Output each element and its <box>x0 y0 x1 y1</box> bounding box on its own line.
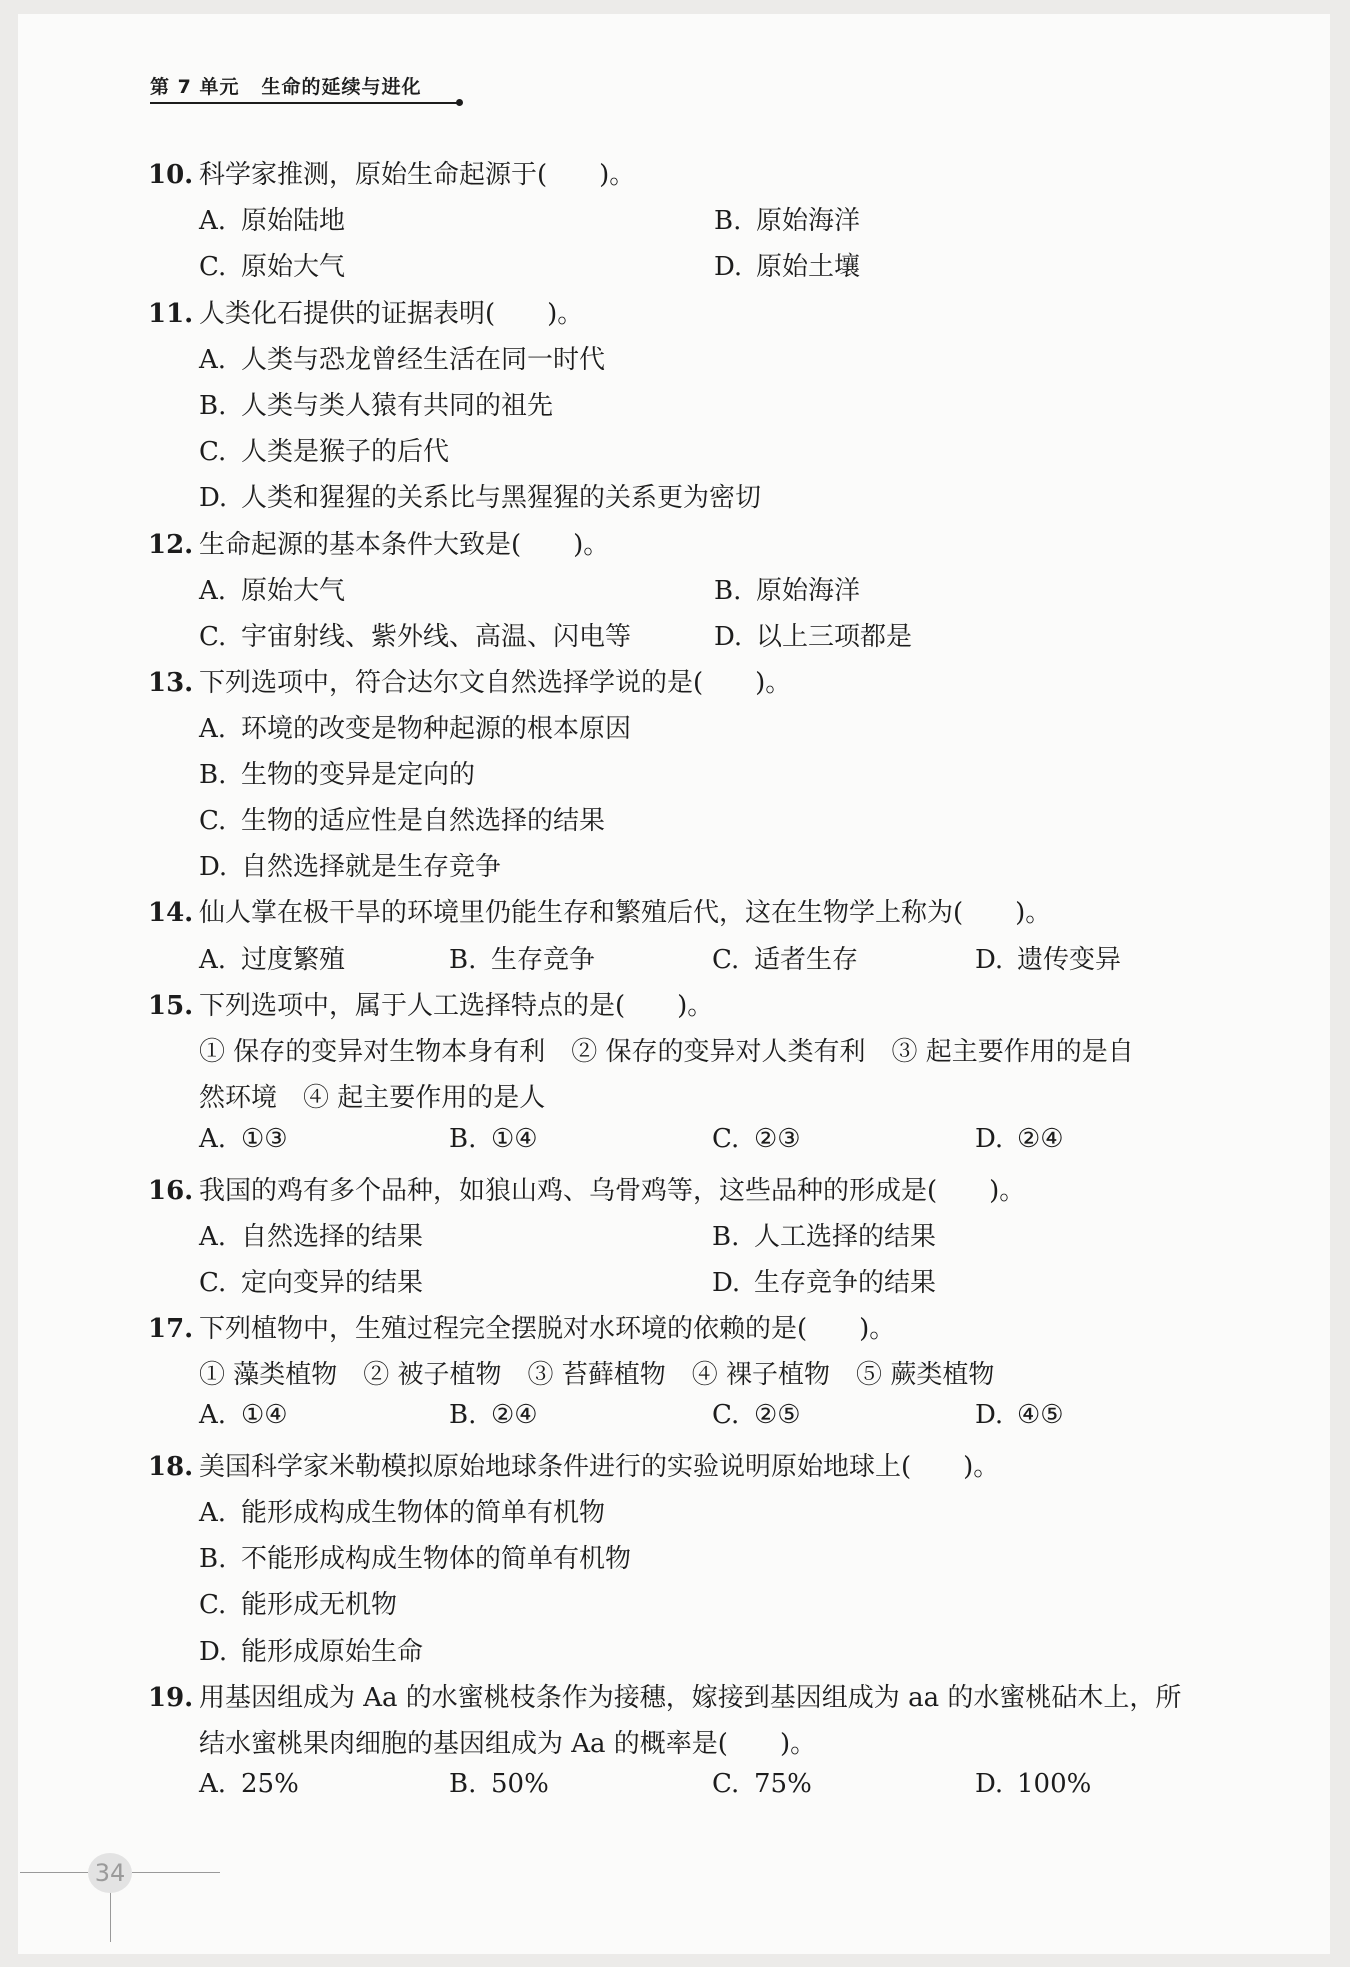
option-d: D. 100% <box>975 1769 1092 1799</box>
option-b: B. 不能形成构成生物体的简单有机物 <box>199 1544 632 1574</box>
option-d: D. 人类和猩猩的关系比与黑猩猩的关系更为密切 <box>199 483 762 513</box>
option-d: D. 以上三项都是 <box>714 622 913 652</box>
question-stem: 美国科学家米勒模拟原始地球条件进行的实验说明原始地球上( )。 <box>199 1452 1000 1482</box>
option-a: A. 能形成构成生物体的简单有机物 <box>199 1498 606 1528</box>
question-16: 16. 我国的鸡有多个品种，如狼山鸡、乌骨鸡等，这些品种的形成是( )。 <box>148 1176 1026 1206</box>
option-b: B. 50% <box>449 1769 549 1799</box>
option-b: B. ②④ <box>449 1400 538 1430</box>
question-18: 18. 美国科学家米勒模拟原始地球条件进行的实验说明原始地球上( )。 <box>148 1452 1000 1482</box>
option-c: C. ②⑤ <box>712 1400 801 1430</box>
page-number: 34 <box>88 1853 132 1893</box>
option-c: C. 生物的适应性是自然选择的结果 <box>199 806 606 836</box>
option-a: A. 25% <box>199 1769 299 1799</box>
question-14: 14. 仙人掌在极干旱的环境里仍能生存和繁殖后代，这在生物学上称为( )。 <box>148 898 1052 928</box>
question-stem: 下列选项中，属于人工选择特点的是( )。 <box>199 991 714 1021</box>
statement-line: 结水蜜桃果肉细胞的基因组成为 Aa 的概率是( )。 <box>199 1729 817 1759</box>
header-rule <box>150 102 458 104</box>
question-stem: 下列选项中，符合达尔文自然选择学说的是( )。 <box>199 668 792 698</box>
question-19: 19. 用基因组成为 Aa 的水蜜桃枝条作为接穗，嫁接到基因组成为 aa 的水蜜桃砧木上，所 <box>148 1683 1182 1713</box>
option-c: C. ②③ <box>712 1124 801 1154</box>
header-dot <box>456 99 463 106</box>
unit-label: 第 7 单元 <box>150 76 240 98</box>
option-a: A. ①③ <box>199 1124 288 1154</box>
option-c: C. 能形成无机物 <box>199 1590 398 1620</box>
footer-rule-left <box>20 1872 88 1873</box>
option-d: D. 遗传变异 <box>975 945 1122 975</box>
option-a: A. 人类与恐龙曾经生活在同一时代 <box>199 345 606 375</box>
option-d: D. 能形成原始生命 <box>199 1637 424 1667</box>
question-stem: 我国的鸡有多个品种，如狼山鸡、乌骨鸡等，这些品种的形成是( )。 <box>199 1176 1026 1206</box>
question-11: 11. 人类化石提供的证据表明( )。 <box>148 299 584 329</box>
option-a: A. 原始大气 <box>199 576 346 606</box>
question-stem: 人类化石提供的证据表明( )。 <box>199 299 584 329</box>
option-b: B. 人类与类人猿有共同的祖先 <box>199 391 554 421</box>
option-c: C. 人类是猴子的后代 <box>199 437 450 467</box>
footer-rule-right <box>132 1872 220 1873</box>
statement-line: ① 保存的变异对生物本身有利 ② 保存的变异对人类有利 ③ 起主要作用的是自 <box>199 1037 1134 1067</box>
option-c: C. 原始大气 <box>199 252 346 282</box>
statement-line: 然环境 ④ 起主要作用的是人 <box>199 1083 546 1113</box>
question-17: 17. 下列植物中，生殖过程完全摆脱对水环境的依赖的是( )。 <box>148 1314 896 1344</box>
unit-title: 生命的延续与进化 <box>261 76 422 98</box>
option-c: C. 75% <box>712 1769 812 1799</box>
option-b: B. 原始海洋 <box>714 576 861 606</box>
option-a: A. 原始陆地 <box>199 206 346 236</box>
question-stem: 下列植物中，生殖过程完全摆脱对水环境的依赖的是( )。 <box>199 1314 896 1344</box>
option-b: B. 原始海洋 <box>714 206 861 236</box>
option-c: C. 宇宙射线、紫外线、高温、闪电等 <box>199 622 632 652</box>
page-header <box>150 72 421 99</box>
option-d: D. ②④ <box>975 1124 1064 1154</box>
option-a: A. 过度繁殖 <box>199 945 346 975</box>
statement-line: ① 藻类植物 ② 被子植物 ③ 苔藓植物 ④ 裸子植物 ⑤ 蕨类植物 <box>199 1360 995 1390</box>
option-a: A. 环境的改变是物种起源的根本原因 <box>199 714 632 744</box>
option-b: B. 人工选择的结果 <box>712 1222 937 1252</box>
option-c: C. 定向变异的结果 <box>199 1268 424 1298</box>
option-d: D. 自然选择就是生存竞争 <box>199 852 502 882</box>
question-stem: 仙人掌在极干旱的环境里仍能生存和繁殖后代，这在生物学上称为( )。 <box>199 898 1052 928</box>
question-stem: 用基因组成为 Aa 的水蜜桃枝条作为接穗，嫁接到基因组成为 aa 的水蜜桃砧木上，所 <box>199 1683 1182 1713</box>
option-d: D. 原始土壤 <box>714 252 861 282</box>
option-a: A. ①④ <box>199 1400 288 1430</box>
option-b: B. ①④ <box>449 1124 538 1154</box>
option-d: D. 生存竞争的结果 <box>712 1268 937 1298</box>
question-stem: 科学家推测，原始生命起源于( )。 <box>199 160 636 190</box>
question-13: 13. 下列选项中，符合达尔文自然选择学说的是( )。 <box>148 668 792 698</box>
question-15: 15. 下列选项中，属于人工选择特点的是( )。 <box>148 991 714 1021</box>
option-b: B. 生物的变异是定向的 <box>199 760 476 790</box>
question-12: 12. 生命起源的基本条件大致是( )。 <box>148 530 610 560</box>
option-a: A. 自然选择的结果 <box>199 1222 424 1252</box>
option-d: D. ④⑤ <box>975 1400 1064 1430</box>
option-c: C. 适者生存 <box>712 945 859 975</box>
question-stem: 生命起源的基本条件大致是( )。 <box>199 530 610 560</box>
question-10: 10. 科学家推测，原始生命起源于( )。 <box>148 160 636 190</box>
option-b: B. 生存竞争 <box>449 945 596 975</box>
